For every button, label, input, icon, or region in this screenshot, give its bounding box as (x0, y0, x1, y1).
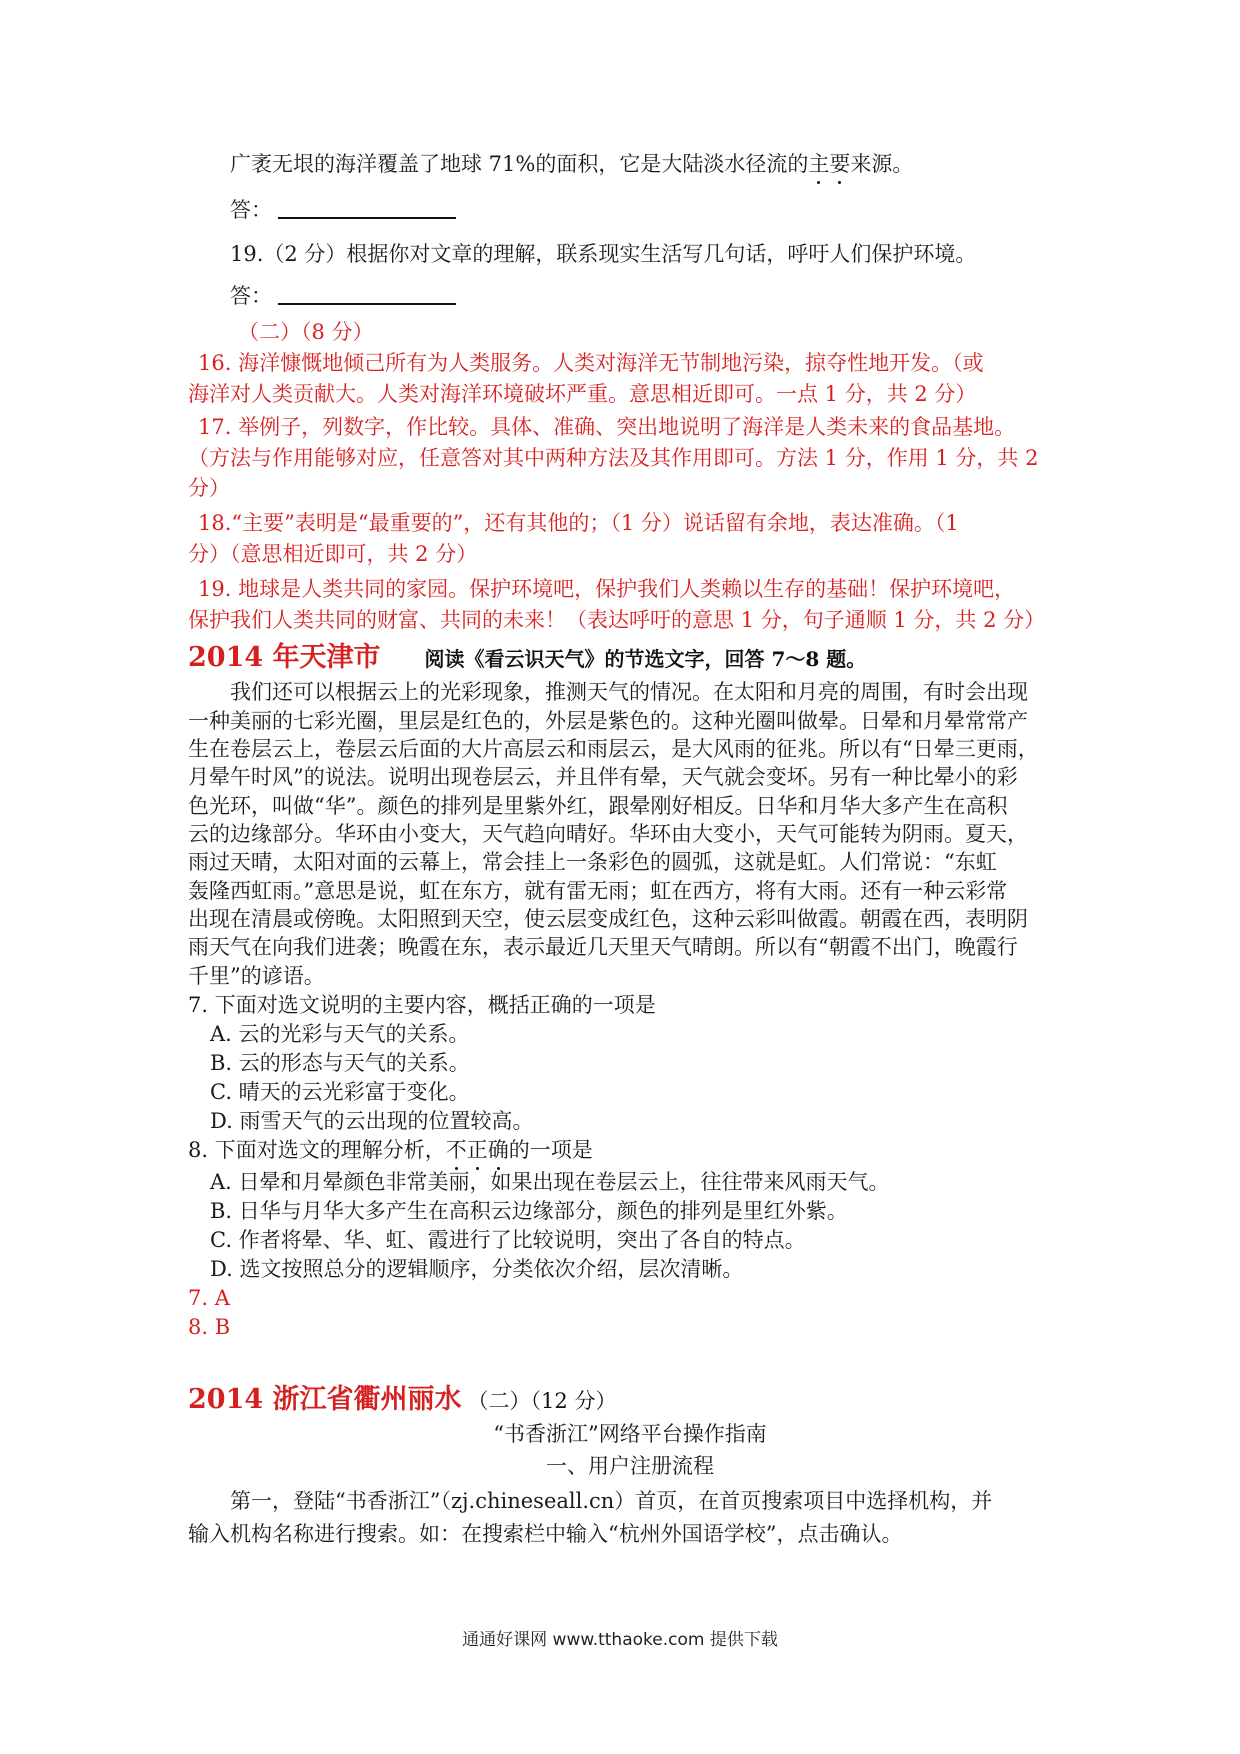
answer-line: 分）（意思相近即可，共 2 分） (188, 542, 478, 566)
question-7: 7. 下面对选文说明的主要内容，概括正确的一项是 (188, 993, 656, 1017)
answer-line: 保护我们人类共同的财富、共同的未来！（表达呼吁的意思 1 分，句子通顺 1 分，共 2 分） (188, 608, 1046, 632)
q18-sentence (230, 150, 913, 178)
q7-option-d: D. 雨雪天气的云出现的位置较高。 (210, 1109, 534, 1133)
q7-option-b: B. 云的形态与天气的关系。 (210, 1051, 470, 1075)
passage-line: 月晕午时风”的说法。说明出现卷层云，并且伴有晕，天气就会变坏。另有一种比晕小的彩 (188, 765, 1018, 789)
answer-line: 18.“主要”表明是“最重要的”，还有其他的；（1 分）说话留有余地，表达准确。（1 (198, 511, 959, 535)
answer-line-2 (230, 282, 456, 310)
section-subtitle-text: 一、用户注册流程 (546, 1454, 714, 1478)
paragraph-line: 输入机构名称进行搜索。如：在搜索栏中输入“杭州外国语学校”，点击确认。 (188, 1522, 903, 1546)
answer-line: 19. 地球是人类共同的家园。保护环境吧，保护我们人类赖以生存的基础！保护环境吧， (198, 577, 1016, 601)
emphasis-char: 正 (466, 1138, 488, 1162)
section-title: 2014 年天津市 (188, 642, 381, 673)
answer-line-1 (230, 196, 456, 224)
answer-line: （方法与作用能够对应，任意答对其中两种方法及其作用即可。方法 1 分，作用 1 分，共 2 (188, 446, 1039, 470)
passage-line: 我们还可以根据云上的光彩现象，推测天气的情况。在太阳和月亮的周围，有时会出现 (230, 680, 1028, 704)
q18-sentence-end: 来源。 (850, 152, 914, 176)
q8-text: 8. 下面对选文的理解分析， (188, 1138, 446, 1162)
section-title: 2014 浙江省衢州丽水 (188, 1384, 462, 1415)
question-8 (188, 1136, 593, 1164)
passage-line: 雨过天晴，太阳对面的云幕上，常会挂上一条彩色的圆弧，这就是虹。人们常说：“东虹 (188, 850, 997, 874)
answer-line: 海洋对人类贡献大。人类对海洋环境破坏严重。意思相近即可。一点 1 分，共 2 分） (188, 382, 977, 406)
q7-option-c: C. 晴天的云光彩富于变化。 (210, 1080, 470, 1104)
passage-line: 生在卷层云上，卷层云后面的大片高层云和雨层云，是大风雨的征兆。所以有“日晕三更雨， (188, 737, 1039, 761)
doc-title-text: “书香浙江”网络平台操作指南 (493, 1422, 767, 1446)
q8-option-d: D. 选文按照总分的逻辑顺序，分类依次介绍，层次清晰。 (210, 1257, 744, 1281)
answer-blank[interactable] (278, 283, 456, 305)
answer-q7: 7. A (188, 1286, 230, 1310)
section-score: （二）（12 分） (467, 1389, 617, 1413)
passage-line: 千里”的谚语。 (188, 964, 325, 988)
emphasis-char: 确 (487, 1138, 509, 1162)
q18-sentence-text: 广袤无垠的海洋覆盖了地球 71%的面积，它是大陆淡水径流的 (230, 152, 809, 176)
page-footer: 通通好课网 www.tthaoke.com 提供下载 (462, 1630, 778, 1650)
passage-line: 一种美丽的七彩光圈，里层是红色的，外层是紫色的。这种光圈叫做晕。日晕和月晕常常产 (188, 709, 1028, 733)
passage-line: 轰隆西虹雨。”意思是说，虹在东方，就有雷无雨；虹在西方，将有大雨。还有一种云彩常 (188, 879, 1008, 903)
q7-option-a: A. 云的光彩与天气的关系。 (210, 1022, 470, 1046)
answer-line: 17. 举例子，列数字，作比较。具体、准确、突出地说明了海洋是人类未来的食品基地。 (198, 415, 1016, 439)
paragraph-line: 第一，登陆“书香浙江”（zj.chineseall.cn）首页，在首页搜索项目中选择机构，并 (230, 1489, 993, 1513)
q8-option-b: B. 日华与月华大多产生在高积云边缘部分，颜色的排列是里红外紫。 (210, 1199, 848, 1223)
answers-header: （二）（8 分） (238, 320, 374, 344)
answer-q8: 8. B (188, 1315, 231, 1339)
passage-line: 出现在清晨或傍晚。太阳照到天空，使云层变成红色，这种云彩叫做霞。朝霞在西，表明阴 (188, 907, 1028, 931)
section-intro: 阅读《看云识天气》的节选文字，回答 7～8 题。 (424, 647, 867, 671)
tianjin-heading (188, 642, 866, 675)
q8-text-end: 的一项是 (508, 1138, 593, 1162)
q8-option-a: A. 日晕和月晕颜色非常美丽，如果出现在卷层云上，往往带来风雨天气。 (210, 1170, 890, 1194)
answer-blank[interactable] (278, 197, 456, 219)
passage-line: 色光环，叫做“华”。颜色的排列是里紫外红，跟晕刚好相反。日华和月华大多产生在高积 (188, 794, 1008, 818)
zhejiang-heading (188, 1384, 616, 1417)
answer-line: 16. 海洋慷慨地倾己所有为人类服务。人类对海洋无节制地污染，掠夺性地开发。（或 (198, 351, 984, 375)
answer-line: 分） (188, 476, 230, 500)
emphasis-char: 不 (445, 1138, 467, 1162)
question-19: 19.（2 分）根据你对文章的理解，联系现实生活写几句话，呼吁人们保护环境。 (230, 242, 977, 266)
passage-line: 云的边缘部分。华环由小变大，天气趋向晴好。华环由大变小，天气可能转为阴雨。夏天， (188, 822, 1028, 846)
q8-option-c: C. 作者将晕、华、虹、霞进行了比较说明，突出了各自的特点。 (210, 1228, 806, 1252)
doc-title (0, 1420, 1240, 1448)
passage-line: 雨天气在向我们进袭；晚霞在东，表示最近几天里天气晴朗。所以有“朝霞不出门，晚霞行 (188, 935, 1018, 959)
answer-label: 答： (230, 284, 272, 308)
answer-label: 答： (230, 198, 272, 222)
emphasis-char: 主 (808, 152, 830, 176)
section-subtitle (0, 1452, 1240, 1480)
emphasis-char: 要 (829, 152, 851, 176)
